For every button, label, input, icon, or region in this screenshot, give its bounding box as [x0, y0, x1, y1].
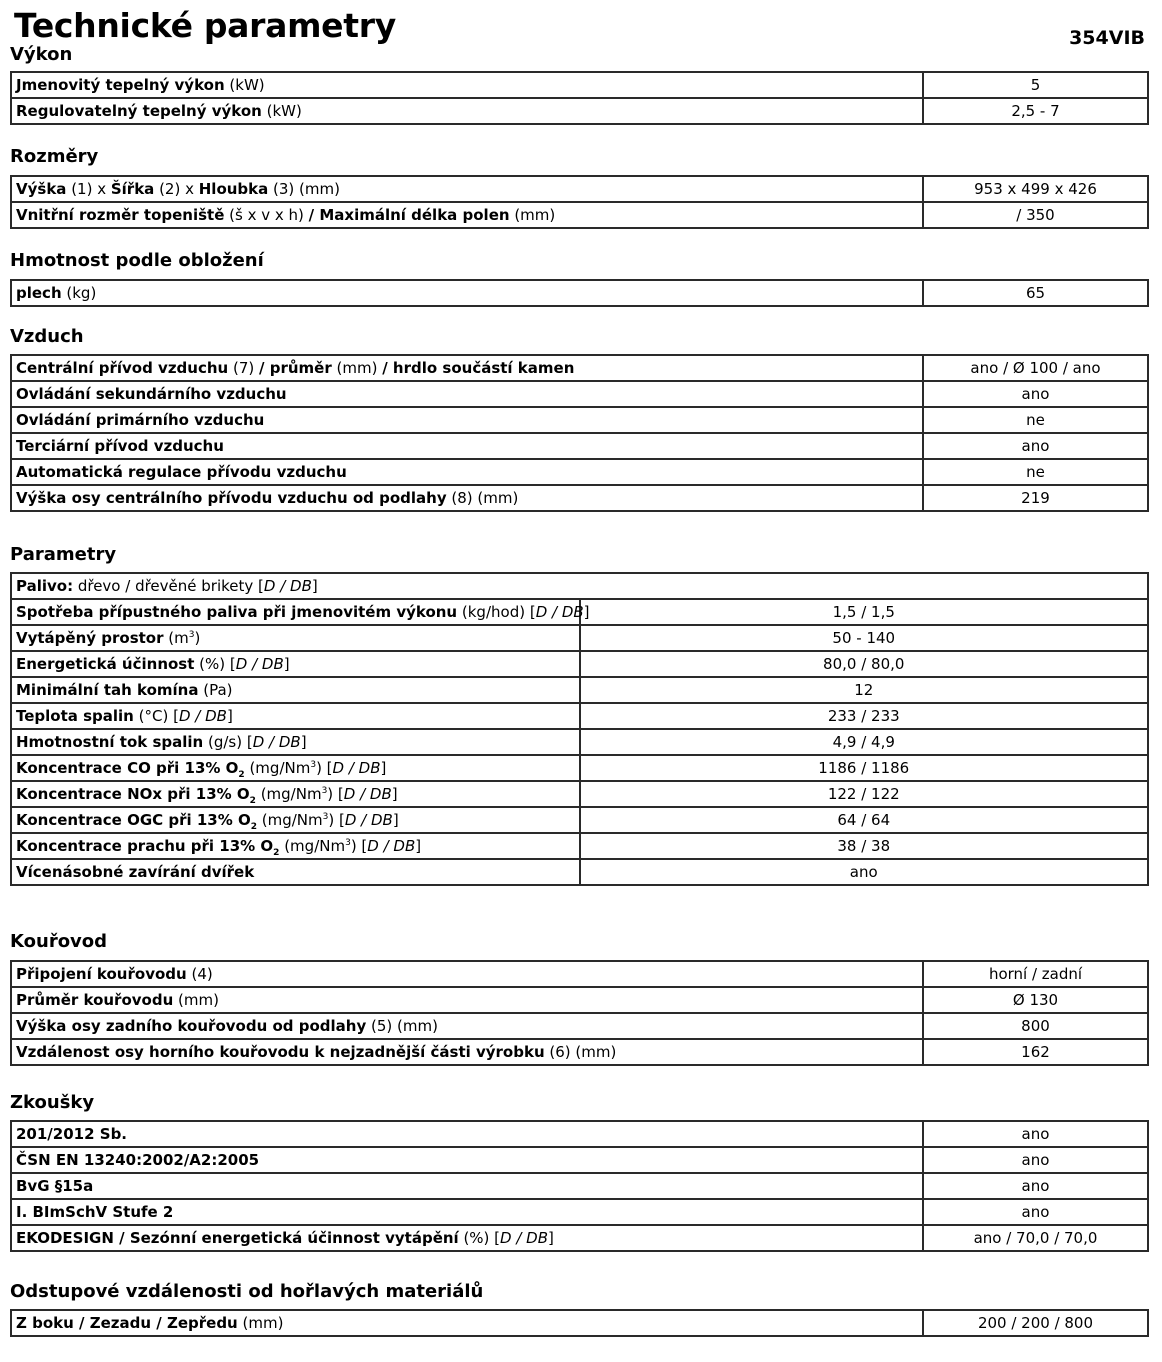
table-vykon — [10, 71, 1149, 125]
row-label: Koncentrace NOx při 13% $O_2$ (mg/Nm$^3$) [D / DB] — [11, 781, 580, 807]
table-row — [11, 599, 1148, 625]
table-row — [11, 1173, 1148, 1199]
row-value: 65 — [923, 280, 1148, 306]
row-label: Výška osy zadního kouřovodu od podlahy (5) (mm) — [11, 1013, 923, 1039]
table-row-fuel — [11, 573, 1148, 599]
row-value: 5 — [923, 72, 1148, 98]
row-value: ano / 70,0 / 70,0 — [923, 1225, 1148, 1251]
row-label: Automatická regulace přívodu vzduchu — [11, 459, 923, 485]
row-value: ne — [923, 407, 1148, 433]
table-row — [11, 176, 1148, 202]
section-title-zkousky: Zkoušky — [10, 1092, 95, 1113]
row-label: BvG §15a — [11, 1173, 923, 1199]
table-row — [11, 1039, 1148, 1065]
row-value: ano — [923, 1147, 1148, 1173]
table-row — [11, 280, 1148, 306]
row-value: ano / Ø 100 / ano — [923, 355, 1148, 381]
table-row — [11, 625, 1148, 651]
row-label: Výška osy centrálního přívodu vzduchu od podlahy (8) (mm) — [11, 485, 923, 511]
table-parametry — [10, 572, 1149, 886]
table-row — [11, 433, 1148, 459]
row-label: Koncentrace prachu při 13% $O_2$ (mg/Nm$^3$) [D / DB] — [11, 833, 580, 859]
table-row — [11, 98, 1148, 124]
row-label: ČSN EN 13240:2002/A2:2005 — [11, 1147, 923, 1173]
table-kourovod — [10, 960, 1149, 1066]
row-label: Regulovatelný tepelný výkon (kW) — [11, 98, 923, 124]
row-label: Koncentrace CO při 13% $O_2$ (mg/Nm$^3$) [D / DB] — [11, 755, 580, 781]
row-label: Terciární přívod vzduchu — [11, 433, 923, 459]
table-rozmery — [10, 175, 1149, 229]
row-value: 800 — [923, 1013, 1148, 1039]
row-label: plech (kg) — [11, 280, 923, 306]
row-label: Centrální přívod vzduchu (7) / průměr (mm) / hrdlo součástí kamen — [11, 355, 923, 381]
row-value: 1,5 / 1,5 — [580, 599, 1149, 625]
row-value: 219 — [923, 485, 1148, 511]
table-row — [11, 807, 1148, 833]
row-value: ano — [923, 1199, 1148, 1225]
row-label: Minimální tah komína (Pa) — [11, 677, 580, 703]
row-value: / 350 — [923, 202, 1148, 228]
section-title-kourovod: Kouřovod — [10, 931, 108, 952]
row-label: Výška (1) x Šířka (2) x Hloubka (3) (mm) — [11, 176, 923, 202]
table-row — [11, 485, 1148, 511]
row-value: 12 — [580, 677, 1149, 703]
table-row — [11, 859, 1148, 885]
row-value: 1186 / 1186 — [580, 755, 1149, 781]
section-title-vykon: Výkon — [10, 44, 73, 65]
row-value: 953 x 499 x 426 — [923, 176, 1148, 202]
row-label: Energetická účinnost (%) [D / DB] — [11, 651, 580, 677]
row-value: ano — [923, 381, 1148, 407]
table-row — [11, 781, 1148, 807]
table-row — [11, 987, 1148, 1013]
row-label: Vzdálenost osy horního kouřovodu k nejzadnější části výrobku (6) (mm) — [11, 1039, 923, 1065]
table-row — [11, 202, 1148, 228]
table-row — [11, 407, 1148, 433]
table-zkousky — [10, 1120, 1149, 1252]
table-row — [11, 459, 1148, 485]
row-value: Ø 130 — [923, 987, 1148, 1013]
table-row — [11, 355, 1148, 381]
fuel-label: Palivo: dřevo / dřevěné brikety [D / DB] — [11, 573, 1148, 599]
row-value: ano — [923, 1173, 1148, 1199]
table-hmotnost — [10, 279, 1149, 307]
row-value: 2,5 - 7 — [923, 98, 1148, 124]
table-row — [11, 1199, 1148, 1225]
row-label: EKODESIGN / Sezónní energetická účinnost vytápění (%) [D / DB] — [11, 1225, 923, 1251]
row-value: ano — [923, 1121, 1148, 1147]
row-label: I. BImSchV Stufe 2 — [11, 1199, 923, 1225]
table-row — [11, 72, 1148, 98]
row-value: 162 — [923, 1039, 1148, 1065]
table-row — [11, 1147, 1148, 1173]
section-title-hmotnost: Hmotnost podle obložení — [10, 250, 264, 271]
row-value: 122 / 122 — [580, 781, 1149, 807]
model-code: 354VIB — [1069, 27, 1145, 49]
row-value: 200 / 200 / 800 — [923, 1310, 1148, 1336]
row-value: 233 / 233 — [580, 703, 1149, 729]
table-row — [11, 729, 1148, 755]
page-title: Technické parametry — [14, 6, 396, 45]
row-value: 38 / 38 — [580, 833, 1149, 859]
row-label: Spotřeba přípustného paliva při jmenovitém výkonu (kg/hod) [D / DB] — [11, 599, 580, 625]
table-row — [11, 677, 1148, 703]
section-title-parametry: Parametry — [10, 544, 117, 565]
row-value: ne — [923, 459, 1148, 485]
row-label: Vícenásobné zavírání dvířek — [11, 859, 580, 885]
table-row — [11, 1310, 1148, 1336]
row-value: 4,9 / 4,9 — [580, 729, 1149, 755]
table-row — [11, 755, 1148, 781]
row-value: 50 - 140 — [580, 625, 1149, 651]
row-label: Hmotnostní tok spalin (g/s) [D / DB] — [11, 729, 580, 755]
table-vzduch — [10, 354, 1149, 512]
table-row — [11, 833, 1148, 859]
section-title-rozmery: Rozměry — [10, 146, 99, 167]
row-label: Vytápěný prostor $(m^3)$ — [11, 625, 580, 651]
row-value: ano — [580, 859, 1149, 885]
row-label: Teplota spalin (°C) [D / DB] — [11, 703, 580, 729]
row-value: 80,0 / 80,0 — [580, 651, 1149, 677]
table-odstupove — [10, 1309, 1149, 1337]
table-row — [11, 1013, 1148, 1039]
table-row — [11, 961, 1148, 987]
table-row — [11, 1121, 1148, 1147]
row-value: ano — [923, 433, 1148, 459]
row-label: Připojení kouřovodu (4) — [11, 961, 923, 987]
table-row — [11, 703, 1148, 729]
row-label: 201/2012 Sb. — [11, 1121, 923, 1147]
row-label: Ovládání primárního vzduchu — [11, 407, 923, 433]
row-label: Vnitřní rozměr topeniště (š x v x h) / Maximální délka polen (mm) — [11, 202, 923, 228]
table-row — [11, 1225, 1148, 1251]
row-label: Jmenovitý tepelný výkon (kW) — [11, 72, 923, 98]
row-label: Průměr kouřovodu (mm) — [11, 987, 923, 1013]
row-label: Koncentrace OGC při 13% $O_2$ (mg/Nm$^3$) [D / DB] — [11, 807, 580, 833]
row-value: 64 / 64 — [580, 807, 1149, 833]
row-label: Z boku / Zezadu / Zepředu (mm) — [11, 1310, 923, 1336]
section-title-vzduch: Vzduch — [10, 326, 84, 347]
row-label: Ovládání sekundárního vzduchu — [11, 381, 923, 407]
table-row — [11, 381, 1148, 407]
section-title-odstupove: Odstupové vzdálenosti od hořlavých materiálů — [10, 1281, 484, 1302]
row-value: horní / zadní — [923, 961, 1148, 987]
table-row — [11, 651, 1148, 677]
